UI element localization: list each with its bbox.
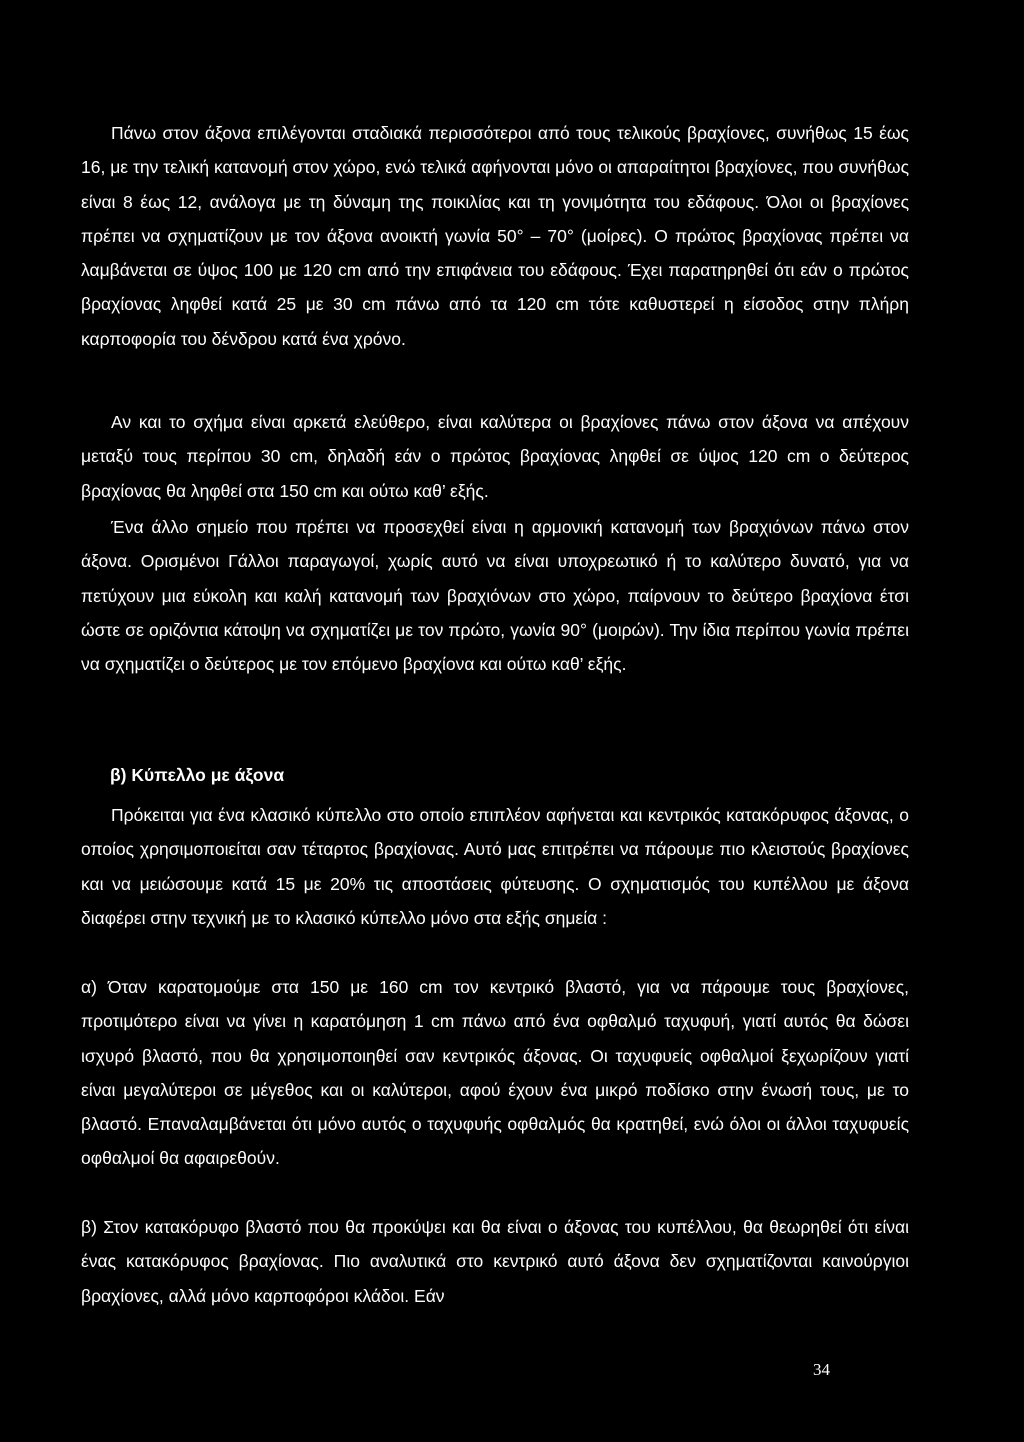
paragraph-2: Αν και το σχήμα είναι αρκετά ελεύθερο, είναι καλύτερα οι βραχίονες πάνω στον άξονα να απέχουν μεταξύ τους περίπου 30 cm, δηλαδή εάν ο πρώτος βραχίονας ληφθεί σε ύψος 120 cm ο δεύτερος βραχίονας θα ληφθεί στα 150 cm και ούτω καθ’ εξής.	[81, 412, 909, 501]
section-paragraph-3: β) Στον κατακόρυφο βλαστό που θα προκύψει και θα είναι ο άξονας του κυπέλλου, θα θεωρηθεί ότι είναι ένας κατακόρυφος βραχίονας. Πιο αναλυτικά στο κεντρικό αυτό άξονα δεν σχηματίζονται καινούργιοι βραχίονες, αλλά μόνο καρποφόροι κλάδοι. Εάν	[81, 1217, 909, 1306]
section-paragraph-1: Πρόκειται για ένα κλασικό κύπελλο στο οποίο επιπλέον αφήνεται και κεντρικός κατακόρυφος άξονας, ο οποίος χρησιμοποιείται σαν τέταρτος βραχίονας. Αυτό μας επιτρέπει να πάρουμε πιο κλειστούς βραχίονες και να μειώσουμε κατά 15 με 20% τις αποστάσεις φύτευσης. Ο σχηματισμός του κυπέλλου με άξονα διαφέρει στην τεχνική με το κλασικό κύπελλο μόνο στα εξής σημεία :	[81, 805, 909, 928]
page-number: 34	[813, 1360, 830, 1379]
paragraph-1: Πάνω στον άξονα επιλέγονται σταδιακά περισσότεροι από τους τελικούς βραχίονες, συνήθως 15 έως 16, με την τελική κατανομή στον χώρο, ενώ τελικά αφήνονται μόνο οι απαραίτητοι βραχίονες, που συνήθως είναι 8 έως 12, ανάλογα με τη δύναμη της ποικιλίας και τη γονιμότητα του εδάφους. Όλοι οι βραχίονες πρέπει να σχηματίζουν με τον άξονα ανοικτή γωνία 50° – 70° (μοίρες). Ο πρώτος βραχίονας πρέπει να λαμβάνεται σε ύψος 100 με 120 cm από την επιφάνεια του εδάφους. Έχει παρατηρηθεί ότι εάν ο πρώτος βραχίονας ληφθεί κατά 25 με 30 cm πάνω από τα 120 cm τότε καθυστερεί η είσοδος στην πλήρη καρποφορία του δένδρου κατά ένα χρόνο.	[81, 123, 909, 349]
section-heading: β) Κύπελλο με άξονα	[110, 765, 285, 785]
section-paragraph-2: α) Όταν καρατομούμε στα 150 με 160 cm τον κεντρικό βλαστό, για να πάρουμε τους βραχίονες, προτιμότερο είναι να γίνει η καρατόμηση 1 cm πάνω από ένα οφθαλμό ταχυφυή, γιατί αυτός θα δώσει ισχυρό βλαστό, που θα χρησιμοποιηθεί σαν κεντρικός άξονας. Οι ταχυφυείς οφθαλμοί ξεχωρίζουν γιατί είναι μεγαλύτεροι σε μέγεθος και οι καλύτεροι, αφού έχουν ένα μικρό ποδίσκο στην ένωσή τους, με το βλαστό. Επαναλαμβάνεται ότι μόνο αυτός ο ταχυφυής οφθαλμός θα κρατηθεί, ενώ όλοι οι άλλοι ταχυφυείς οφθαλμοί θα αφαιρεθούν.	[81, 977, 909, 1169]
paragraph-3: Ένα άλλο σημείο που πρέπει να προσεχθεί είναι η αρμονική κατανομή των βραχιόνων πάνω στον άξονα. Ορισμένοι Γάλλοι παραγωγοί, χωρίς αυτό να είναι υποχρεωτικό ή το καλύτερο δυνατό, για να πετύχουν μια εύκολη και καλή κατανομή των βραχιόνων στο χώρο, παίρνουν το δεύτερο βραχίονα έτσι ώστε σε οριζόντια κάτοψη να σχηματίζει με τον πρώτο, γωνία 90° (μοιρών). Την ίδια περίπου γωνία πρέπει να σχηματίζει ο δεύτερος με τον επόμενο βραχίονα και ούτω καθ’ εξής.	[81, 517, 909, 675]
